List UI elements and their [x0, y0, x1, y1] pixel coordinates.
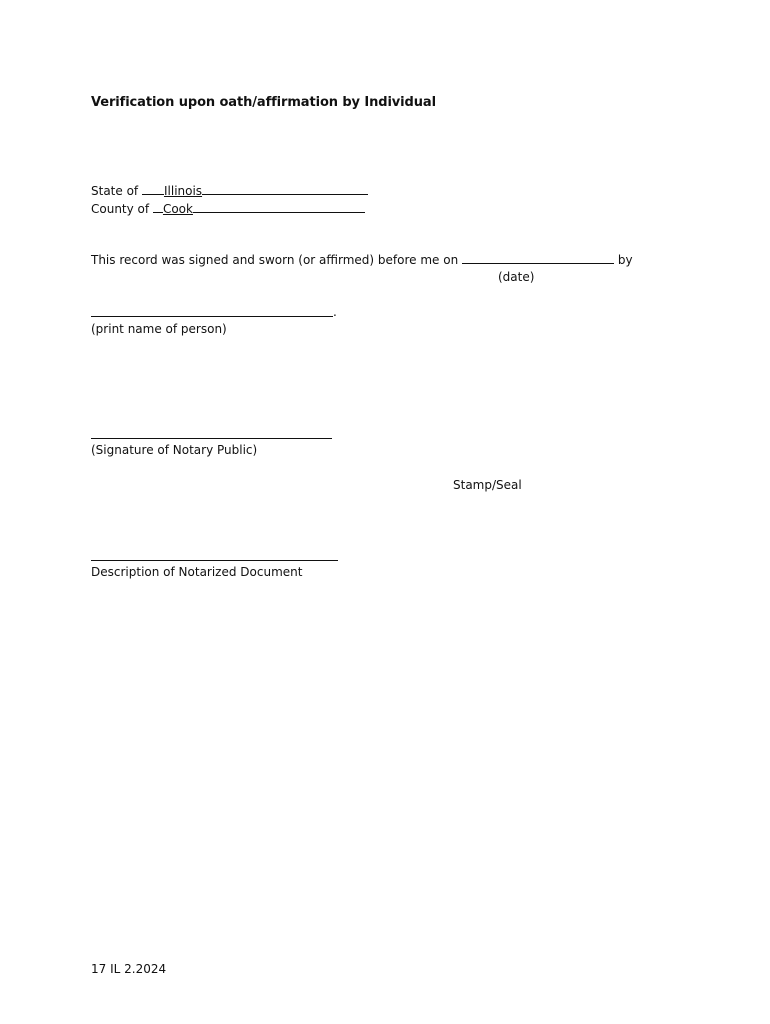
date-blank[interactable] — [462, 251, 614, 264]
signed-sworn-statement — [91, 251, 633, 268]
county-line — [91, 200, 365, 217]
statement-by: by — [617, 253, 633, 267]
form-footer-code: 17 IL 2.2024 — [91, 962, 167, 976]
statement-text: This record was signed and sworn (or affirmed) before me on — [91, 253, 459, 267]
document-description-caption: Description of Notarized Document — [91, 565, 303, 579]
state-value[interactable]: Illinois — [163, 184, 203, 198]
county-blank-trailing — [193, 200, 365, 213]
person-name-blank[interactable] — [91, 316, 333, 317]
person-name-period: . — [333, 305, 337, 319]
county-value[interactable]: Cook — [162, 202, 193, 216]
date-caption: (date) — [498, 270, 535, 284]
county-blank-leading — [153, 200, 163, 213]
state-blank-leading — [142, 182, 164, 195]
page-title: Verification upon oath/affirmation by Individual — [91, 95, 436, 110]
notary-signature-caption: (Signature of Notary Public) — [91, 443, 258, 457]
document-description-blank[interactable] — [91, 560, 338, 561]
notary-signature-blank[interactable] — [91, 438, 332, 439]
county-label: County of — [91, 202, 150, 216]
state-blank-trailing — [202, 182, 368, 195]
stamp-seal-label: Stamp/Seal — [453, 478, 522, 492]
state-line — [91, 182, 368, 199]
state-label: State of — [91, 184, 139, 198]
person-name-caption: (print name of person) — [91, 322, 227, 336]
